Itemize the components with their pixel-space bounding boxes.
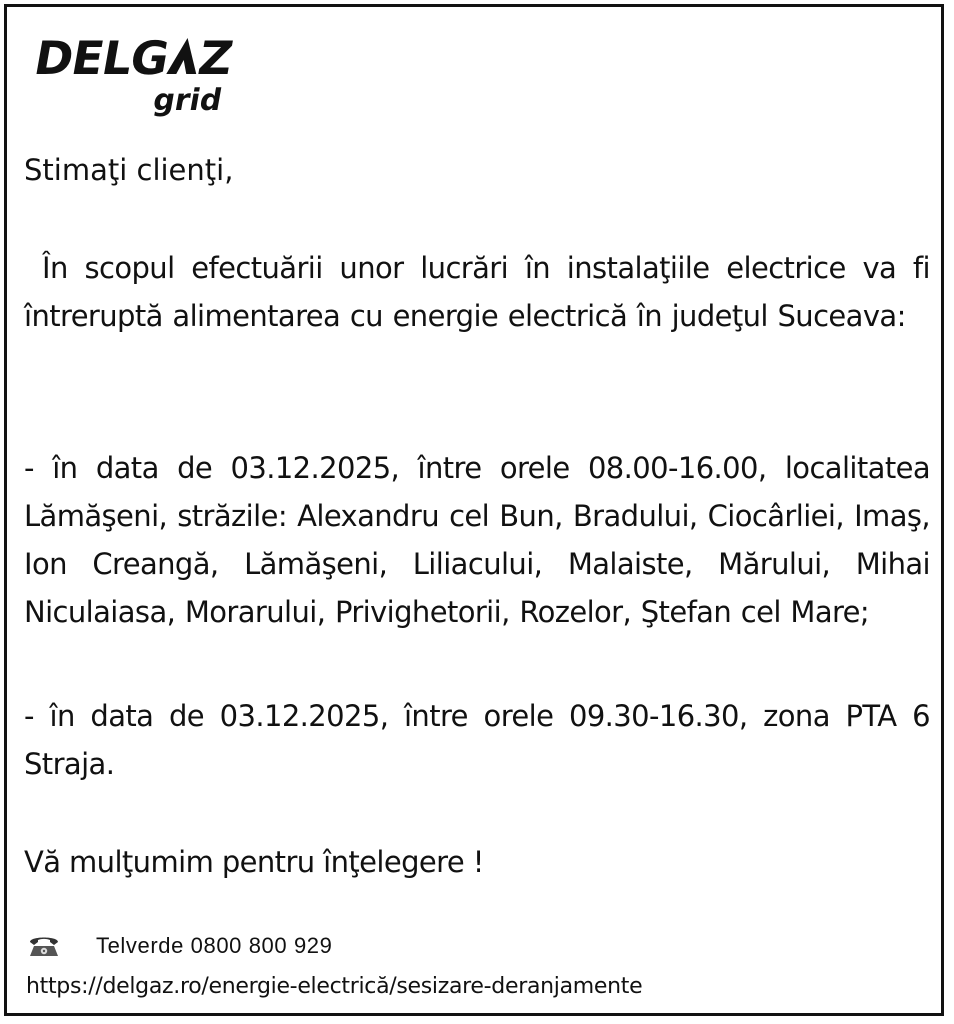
outage-item: - în data de 03.12.2025, între orele 09.30-16.30, zona PTA 6 Straja.	[24, 699, 930, 781]
phone-row	[26, 930, 332, 962]
thanks-line: Vă mulţumim pentru înţelegere !	[24, 845, 484, 879]
support-url[interactable]: https://delgaz.ro/energie-electrică/sesizare-deranjamente	[26, 974, 643, 999]
svg-text:DELG: DELG	[30, 31, 173, 85]
phone-number: Telverde 0800 800 929	[96, 933, 333, 958]
greeting: Stimaţi clienţi,	[24, 153, 234, 187]
svg-text:grid: grid	[150, 83, 225, 118]
outage-item: - în data de 03.12.2025, între orele 08.00-16.00, localitatea Lămăşeni, străzile: Alexandru cel Bun, Bradului, Ciocârliei, Imaş, Ion Creangă, Lămăşeni, Liliacului, Malaiste, Mărului, Mihai Niculaiasa, Morarului, Privighetorii, Rozelor, Ştefan cel Mare;	[24, 451, 930, 629]
intro-paragraph: În scopul efectuării unor lucrări în instalaţiile electrice va fi întreruptă alimentarea cu energie electrică în judeţul Suceava:	[24, 251, 930, 333]
telephone-icon	[26, 932, 62, 960]
delgaz-grid-logo	[26, 30, 246, 120]
svg-text:Z: Z	[194, 31, 238, 85]
